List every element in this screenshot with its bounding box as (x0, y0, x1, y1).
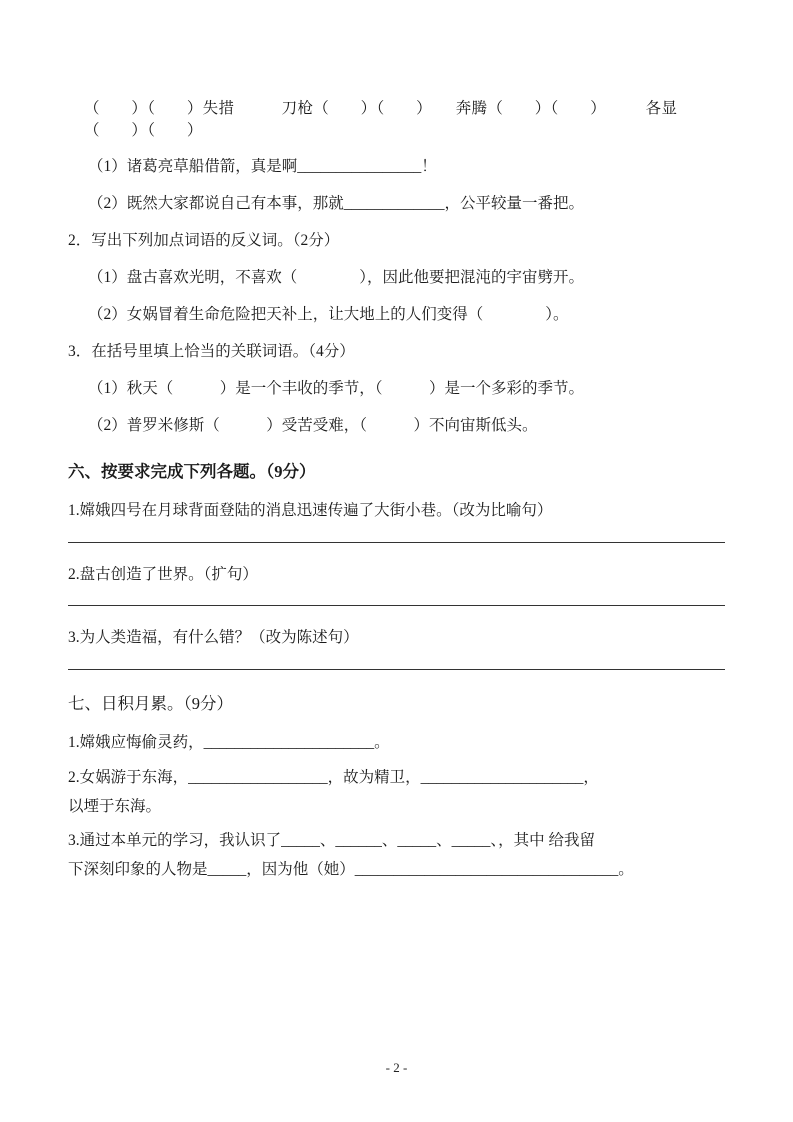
section-seven-question-2-cont: 以堙于东海。 (68, 797, 162, 815)
page-number: - 2 - (385, 1060, 408, 1075)
section-six-heading: 六、按要求完成下列各题。（9分） (68, 462, 316, 482)
section-seven-heading: 七、日积月累。（9分） (68, 694, 233, 714)
question-3-title: 3．在括号里填上恰当的关联词语。（4分） (68, 343, 355, 361)
section-seven-question-1: 1.嫦娥应悔偷灵药，______________________。 (68, 734, 390, 752)
section-seven-question-3: 3.通过本单元的学习，我认识了_____、______、_____、_____、，其中 给我留 (68, 832, 596, 850)
section-seven-question-2: 2.女娲游于东海，__________________，故为精卫，_____________________， (68, 768, 599, 786)
question-2-title: 2．写出下列加点词语的反义词。（2分） (68, 232, 340, 250)
section-six-question-2: 2.盘古创造了世界。（扩句） (68, 565, 258, 583)
section-six-question-3: 3.为人类造福，有什么错？（改为陈述句） (68, 629, 359, 647)
section-seven-question-3-cont: 下深刻印象的人物是_____，因为他（她）__________________________________。 (68, 861, 634, 879)
answer-line-3 (68, 669, 725, 670)
question-3-item-1: （1）秋天（ ）是一个丰收的季节，（ ）是一个多彩的季节。 (88, 380, 585, 398)
question-idiom-2: （2）既然大家都说自己有本事，那就_____________，公平较量一番把。 (88, 195, 585, 213)
question-2-item-1: （1）盘古喜欢光明，不喜欢（ ），因此他要把混沌的宇宙劈开。 (88, 269, 585, 287)
question-3-item-2: （2）普罗米修斯（ ）受苦受难，（ ）不向宙斯低头。 (88, 417, 538, 435)
question-idiom-1: （1）诸葛亮草船借箭，真是啊________________！ (88, 158, 437, 175)
section-six-question-1: 1.嫦娥四号在月球背面登陆的消息迅速传遍了大街小巷。（改为比喻句） (68, 501, 553, 519)
idiom-fill-row: （ ）（ ）失措 刀枪（ ）（ ） 奔腾（ ）（ ） 各显（ ）（ ） (84, 100, 678, 139)
question-2-item-2: （2）女娲冒着生命危险把天补上，让大地上的人们变得（ ）。 (88, 306, 569, 324)
answer-line-1 (68, 542, 725, 543)
answer-line-2 (68, 605, 725, 606)
